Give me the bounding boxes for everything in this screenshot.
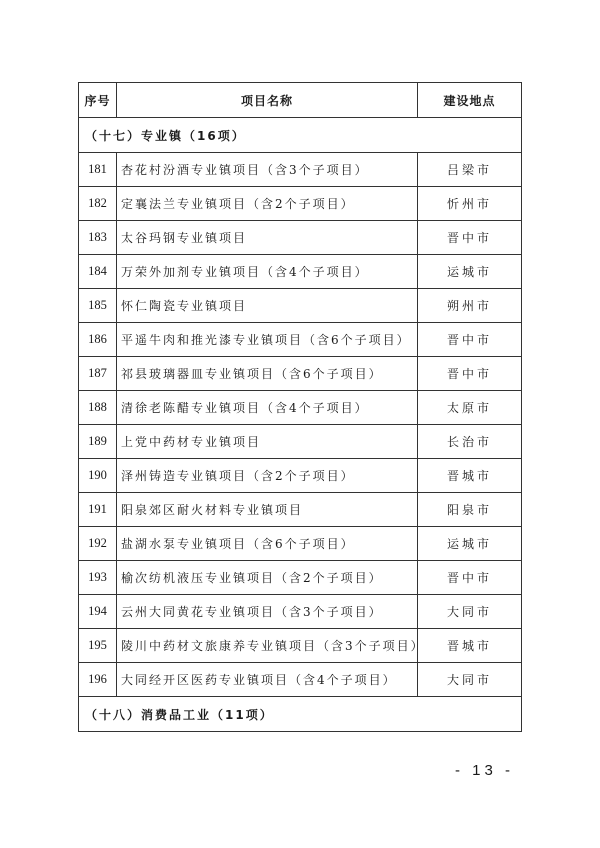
row-location: 晋中市 xyxy=(418,561,522,595)
table-row xyxy=(79,153,522,187)
row-number: 189 xyxy=(79,425,117,459)
table-row xyxy=(79,357,522,391)
table-row xyxy=(79,255,522,289)
row-location: 长治市 xyxy=(418,425,522,459)
row-number: 186 xyxy=(79,323,117,357)
table-row xyxy=(79,425,522,459)
row-name: 榆次纺机液压专业镇项目（含2个子项目） xyxy=(117,561,418,595)
row-number: 196 xyxy=(79,663,117,697)
row-name: 杏花村汾酒专业镇项目（含3个子项目） xyxy=(117,153,418,187)
table-row xyxy=(79,289,522,323)
header-name: 项目名称 xyxy=(117,83,418,118)
row-location: 晋城市 xyxy=(418,459,522,493)
row-location: 阳泉市 xyxy=(418,493,522,527)
row-location: 大同市 xyxy=(418,595,522,629)
row-name: 万荣外加剂专业镇项目（含4个子项目） xyxy=(117,255,418,289)
header-location: 建设地点 xyxy=(418,83,522,118)
table-row xyxy=(79,595,522,629)
row-number: 195 xyxy=(79,629,117,663)
row-number: 194 xyxy=(79,595,117,629)
row-location: 晋城市 xyxy=(418,629,522,663)
row-name: 陵川中药材文旅康养专业镇项目（含3个子项目） xyxy=(117,629,418,663)
row-location: 运城市 xyxy=(418,527,522,561)
project-table-container xyxy=(78,82,521,732)
row-name: 盐湖水泵专业镇项目（含6个子项目） xyxy=(117,527,418,561)
row-location: 太原市 xyxy=(418,391,522,425)
row-name: 泽州铸造专业镇项目（含2个子项目） xyxy=(117,459,418,493)
row-number: 190 xyxy=(79,459,117,493)
row-name: 大同经开区医药专业镇项目（含4个子项目） xyxy=(117,663,418,697)
row-name: 平遥牛肉和推光漆专业镇项目（含6个子项目） xyxy=(117,323,418,357)
table-row xyxy=(79,391,522,425)
row-number: 185 xyxy=(79,289,117,323)
table-row xyxy=(79,629,522,663)
row-name: 太谷玛钢专业镇项目 xyxy=(117,221,418,255)
section-row xyxy=(79,118,522,153)
table-row xyxy=(79,493,522,527)
row-location: 吕梁市 xyxy=(418,153,522,187)
row-name: 祁县玻璃器皿专业镇项目（含6个子项目） xyxy=(117,357,418,391)
table-row xyxy=(79,527,522,561)
row-name: 怀仁陶瓷专业镇项目 xyxy=(117,289,418,323)
table-row xyxy=(79,187,522,221)
row-number: 181 xyxy=(79,153,117,187)
row-number: 192 xyxy=(79,527,117,561)
row-location: 晋中市 xyxy=(418,221,522,255)
row-number: 191 xyxy=(79,493,117,527)
row-location: 忻州市 xyxy=(418,187,522,221)
header-number: 序号 xyxy=(79,83,117,118)
row-name: 清徐老陈醋专业镇项目（含4个子项目） xyxy=(117,391,418,425)
row-name: 上党中药材专业镇项目 xyxy=(117,425,418,459)
table-row xyxy=(79,663,522,697)
table-row xyxy=(79,561,522,595)
table-row xyxy=(79,221,522,255)
page-number: - 13 - xyxy=(455,762,515,779)
section-row xyxy=(79,697,522,732)
row-number: 184 xyxy=(79,255,117,289)
row-location: 晋中市 xyxy=(418,323,522,357)
section-title: （十七）专业镇（16项） xyxy=(79,118,522,153)
table-row xyxy=(79,459,522,493)
row-number: 187 xyxy=(79,357,117,391)
row-location: 晋中市 xyxy=(418,357,522,391)
row-name: 阳泉郊区耐火材料专业镇项目 xyxy=(117,493,418,527)
row-number: 183 xyxy=(79,221,117,255)
row-number: 193 xyxy=(79,561,117,595)
row-location: 大同市 xyxy=(418,663,522,697)
row-number: 188 xyxy=(79,391,117,425)
table-header-row xyxy=(79,83,522,118)
project-table xyxy=(78,82,522,732)
row-name: 定襄法兰专业镇项目（含2个子项目） xyxy=(117,187,418,221)
row-location: 朔州市 xyxy=(418,289,522,323)
row-location: 运城市 xyxy=(418,255,522,289)
section-title: （十八）消费品工业（11项） xyxy=(79,697,522,732)
table-row xyxy=(79,323,522,357)
row-name: 云州大同黄花专业镇项目（含3个子项目） xyxy=(117,595,418,629)
row-number: 182 xyxy=(79,187,117,221)
